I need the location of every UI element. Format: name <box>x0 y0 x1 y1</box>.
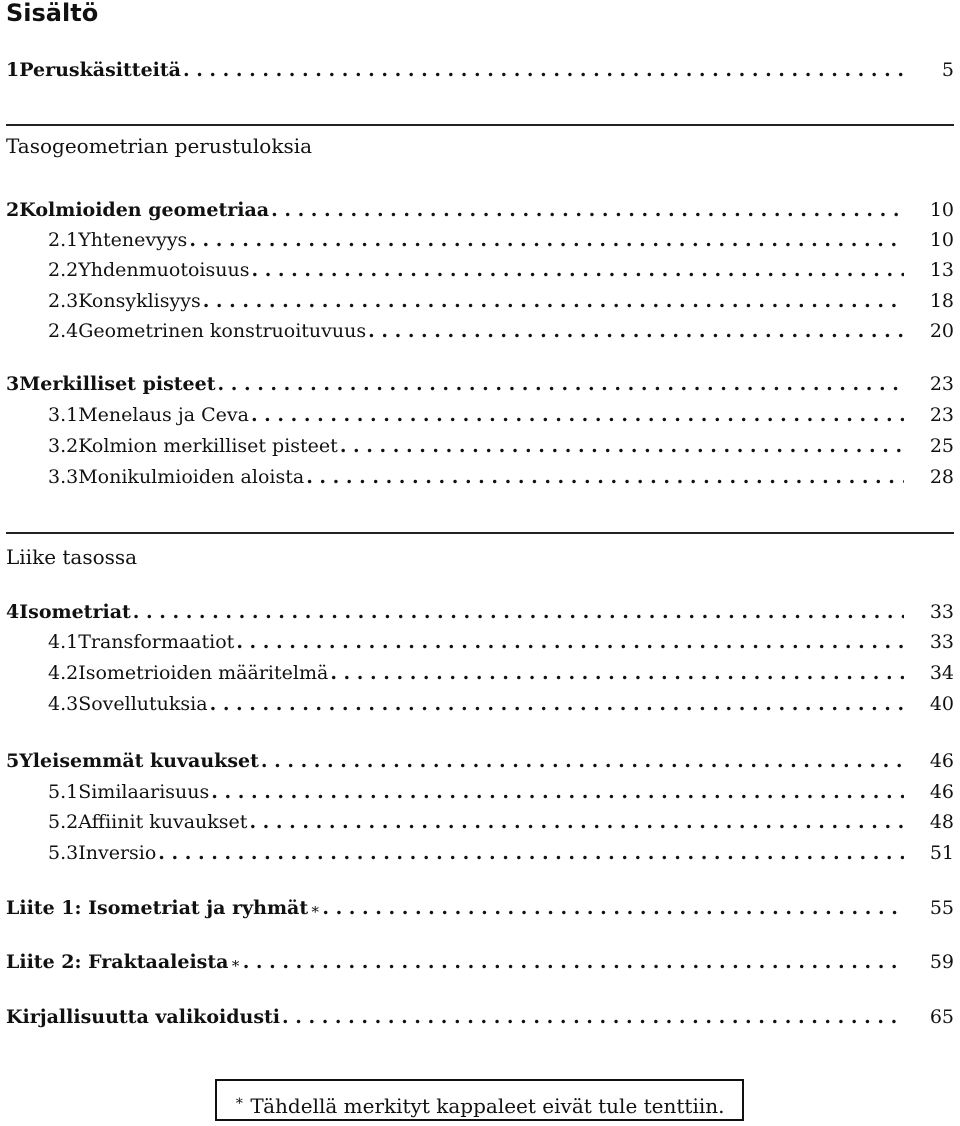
toc-section-3-3[interactable] <box>6 462 954 492</box>
page-number: 23 <box>929 373 954 395</box>
section-number: 2.4 <box>48 320 79 342</box>
dot-leader <box>251 400 904 430</box>
page-number: 33 <box>929 601 954 623</box>
page-number: 5 <box>941 59 954 81</box>
page-number: 33 <box>929 631 954 653</box>
page-number: 10 <box>929 199 954 221</box>
section-number: 3.2 <box>48 435 79 457</box>
dot-leader <box>251 255 904 285</box>
chapter-title: Kolmioiden geometriaa <box>19 199 270 221</box>
dot-leader <box>211 777 904 807</box>
toc-appendix-1[interactable] <box>6 893 954 923</box>
page-number: 28 <box>929 466 954 488</box>
toc-section-2-3[interactable] <box>6 286 954 316</box>
page-number: 20 <box>929 320 954 342</box>
dot-leader <box>236 627 904 657</box>
toc-section-4-2[interactable] <box>6 658 954 688</box>
page-number: 23 <box>929 404 954 426</box>
chapter-number: 1 <box>6 59 20 81</box>
dot-leader <box>210 689 904 719</box>
toc-section-2-4[interactable] <box>6 316 954 346</box>
page-number: 18 <box>929 290 954 312</box>
toc-section-3-2[interactable] <box>6 431 954 461</box>
dot-leader <box>322 893 904 923</box>
chapter-number: 3 <box>6 373 20 395</box>
asterisk-marker: ∗ <box>310 900 321 918</box>
appendix-title: Liite 2: Fraktaaleista <box>6 951 229 973</box>
page-number: 46 <box>929 750 954 772</box>
chapter-title: Isometriat <box>19 601 131 623</box>
appendix-title: Liite 1: Isometriat ja ryhmät <box>6 897 309 919</box>
toc-section-3-1[interactable] <box>6 400 954 430</box>
page-number: 40 <box>929 693 954 715</box>
toc-section-5-1[interactable] <box>6 777 954 807</box>
section-title: Transformaatiot <box>78 631 235 653</box>
section-title: Konsyklisyys <box>78 290 201 312</box>
page-number: 65 <box>929 1006 954 1028</box>
part-divider <box>6 532 954 534</box>
dot-leader <box>306 462 904 492</box>
section-title: Affiinit kuvaukset <box>78 811 248 833</box>
toc-chapter-4[interactable] <box>6 597 954 627</box>
toc-bibliography[interactable] <box>6 1002 954 1032</box>
dot-leader <box>189 225 904 255</box>
dot-leader <box>133 597 904 627</box>
section-number: 5.3 <box>48 842 79 864</box>
dot-leader <box>330 658 904 688</box>
dot-leader <box>218 369 904 399</box>
toc-section-2-1[interactable] <box>6 225 954 255</box>
dot-leader <box>368 316 904 346</box>
dot-leader <box>249 807 904 837</box>
section-number: 4.3 <box>48 693 79 715</box>
section-number: 5.1 <box>48 781 79 803</box>
page-number: 55 <box>929 897 954 919</box>
toc-section-5-2[interactable] <box>6 807 954 837</box>
toc-section-5-3[interactable] <box>6 838 954 868</box>
bibliography-title: Kirjallisuutta valikoidusti <box>6 1006 281 1028</box>
section-number: 2.3 <box>48 290 79 312</box>
chapter-title: Peruskäsitteitä <box>19 59 181 81</box>
page-number: 34 <box>929 662 954 684</box>
page-number: 59 <box>929 951 954 973</box>
section-title: Yhdenmuotoisuus <box>78 259 250 281</box>
section-title: Similaarisuus <box>78 781 210 803</box>
dot-leader <box>340 431 904 461</box>
page-number: 13 <box>929 259 954 281</box>
chapter-number: 5 <box>6 750 20 772</box>
section-title: Yhtenevyys <box>78 229 188 251</box>
section-title: Kolmion merkilliset pisteet <box>78 435 338 457</box>
page-number: 51 <box>929 842 954 864</box>
toc-section-4-3[interactable] <box>6 689 954 719</box>
section-number: 3.1 <box>48 404 79 426</box>
asterisk-marker: ∗ <box>234 1093 244 1109</box>
section-title: Menelaus ja Ceva <box>78 404 249 426</box>
chapter-number: 4 <box>6 601 20 623</box>
toc-chapter-2[interactable] <box>6 195 954 225</box>
footnote-box <box>215 1079 744 1121</box>
section-number: 4.1 <box>48 631 79 653</box>
chapter-title: Merkilliset pisteet <box>19 373 216 395</box>
section-number: 2.1 <box>48 229 79 251</box>
section-title: Inversio <box>78 842 157 864</box>
section-title: Sovellutuksia <box>78 693 208 715</box>
footnote-text: Tähdellä merkityt kappaleet eivät tule tenttiin. <box>244 1094 725 1118</box>
dot-leader <box>271 195 904 225</box>
toc-chapter-5[interactable] <box>6 746 954 776</box>
asterisk-marker: ∗ <box>230 954 241 972</box>
toc-chapter-3[interactable] <box>6 369 954 399</box>
toc-chapter-1[interactable] <box>6 55 954 85</box>
section-title: Geometrinen konstruoituvuus <box>78 320 367 342</box>
section-title: Monikulmioiden aloista <box>78 466 305 488</box>
page-number: 10 <box>929 229 954 251</box>
toc-appendix-2[interactable] <box>6 947 954 977</box>
section-number: 3.3 <box>48 466 79 488</box>
part-title: Tasogeometrian perustuloksia <box>6 134 313 158</box>
toc-section-4-1[interactable] <box>6 627 954 657</box>
part-divider <box>6 124 954 126</box>
part-title: Liike tasossa <box>6 545 138 569</box>
page-number: 48 <box>929 811 954 833</box>
dot-leader <box>183 55 904 85</box>
page-number: 46 <box>929 781 954 803</box>
dot-leader <box>203 286 904 316</box>
chapter-title: Yleisemmät kuvaukset <box>19 750 259 772</box>
section-title: Isometrioiden määritelmä <box>78 662 329 684</box>
chapter-number: 2 <box>6 199 20 221</box>
section-number: 4.2 <box>48 662 79 684</box>
page-title: Sisältö <box>6 0 99 27</box>
page-number: 25 <box>929 435 954 457</box>
section-number: 2.2 <box>48 259 79 281</box>
dot-leader <box>282 1002 904 1032</box>
toc-section-2-2[interactable] <box>6 255 954 285</box>
section-number: 5.2 <box>48 811 79 833</box>
dot-leader <box>261 746 904 776</box>
dot-leader <box>243 947 904 977</box>
dot-leader <box>158 838 904 868</box>
